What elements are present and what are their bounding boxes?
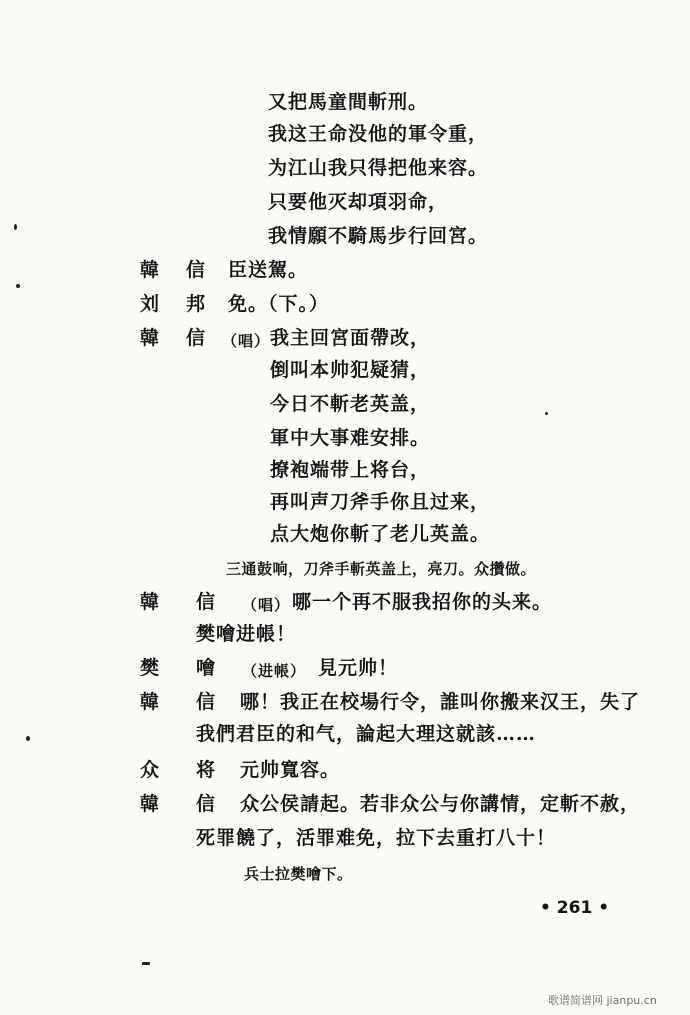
stage-direction: 兵士拉樊噲下。	[244, 865, 353, 883]
verse2-line-5: 再叫声刀斧手你且过来，	[270, 491, 491, 513]
speaker-name: 信	[196, 591, 216, 613]
dialogue-line: 死罪饒了，活罪难免，拉下去重打八十！	[196, 827, 557, 849]
dialogue-line: 元帅寬容。	[240, 759, 341, 781]
page-number: • 261 •	[540, 898, 610, 918]
verse1-line-1: 又把馬童間斬刑。	[268, 91, 429, 113]
speaker-name: 信	[196, 793, 216, 815]
speaker-name: 韓	[140, 591, 160, 613]
dialogue-line: 樊噲进帳！	[196, 623, 297, 645]
scan-speck	[142, 962, 150, 965]
dialogue-line: 我們君臣的和气，論起大理这就該……	[196, 723, 537, 745]
speaker-name: 信	[186, 327, 206, 349]
speaker-name: 众	[140, 759, 160, 781]
scan-speck	[26, 736, 30, 741]
dialogue-line: 我主回宮面帶改，	[270, 327, 431, 349]
dialogue-line: 見元帅！	[318, 657, 399, 679]
verse2-line-4: 撩袍端带上将台，	[270, 459, 431, 481]
verse2-line-6: 点大炮你斬了老儿英盖。	[270, 523, 491, 545]
dialogue-line: 哪一个再不服我招你的头来。	[292, 591, 553, 613]
stage-direction: （唱）	[222, 332, 271, 350]
stage-direction: 三通鼓响，刀斧手斬英盖上，亮刀。众攢做。	[226, 560, 537, 578]
verse2-line-3: 軍中大事难安排。	[270, 427, 431, 449]
speaker-name: 信	[196, 691, 216, 713]
dialogue-line: 臣送駕。	[228, 259, 309, 281]
dialogue-line: 众公侯請起。若非众公与你講情，定斬不赦，	[240, 793, 641, 815]
scan-speck	[545, 412, 548, 415]
dialogue-line: 哪！我正在校場行令，誰叫你搬来汉王，失了	[240, 691, 641, 713]
speaker-name: 刘	[140, 293, 160, 315]
speaker-name: 噲	[196, 657, 216, 679]
speaker-name: 韓	[140, 259, 160, 281]
verse1-line-2: 我这王命没他的軍令重，	[268, 123, 489, 145]
verse2-line-2: 今日不斬老英盖，	[270, 393, 431, 415]
speaker-name: 樊	[140, 657, 160, 679]
stage-direction: （进帳）	[242, 662, 307, 680]
speaker-name: 韓	[140, 327, 160, 349]
speaker-name: 邦	[186, 293, 206, 315]
verse1-line-5: 我情願不騎馬步行回宮。	[268, 225, 489, 247]
speaker-name: 信	[186, 259, 206, 281]
dialogue-line: 免。（下。）	[228, 293, 330, 315]
stage-direction: （唱）	[242, 596, 291, 614]
scan-speck	[14, 224, 17, 230]
verse2-line-1: 倒叫本帅犯疑猜，	[270, 359, 431, 381]
speaker-name: 韓	[140, 793, 160, 815]
speaker-name: 将	[196, 759, 216, 781]
verse1-line-4: 只要他灭却項羽命，	[268, 191, 449, 213]
verse1-line-3: 为江山我只得把他来容。	[268, 157, 489, 179]
scan-speck	[16, 284, 20, 288]
speaker-name: 韓	[140, 691, 160, 713]
watermark: 歌谱简谱网 jianpu.cn	[548, 994, 657, 1007]
